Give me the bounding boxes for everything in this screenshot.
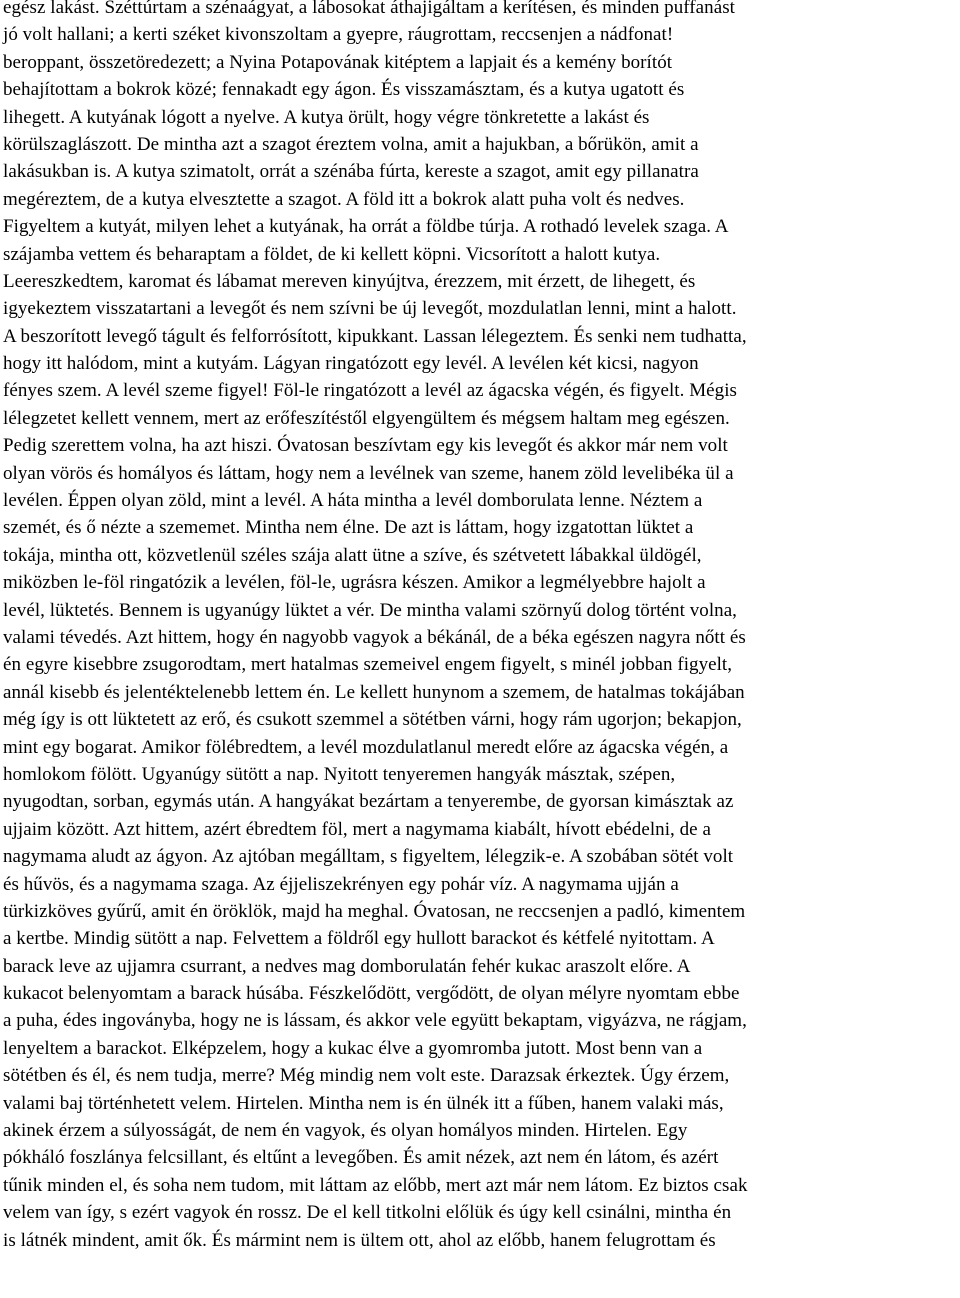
text-line: kukacot belenyomtam a barack húsába. Fészkelődött, vergődött, de olyan mélyre nyomtam ebbe	[3, 983, 740, 1005]
text-line: igyekeztem visszatartani a levegőt és nem szívni be új levegőt, mozdulatlan lenni, mint a halott.	[3, 298, 737, 320]
text-line: A beszorított levegő tágult és felforrósított, kipukkant. Lassan lélegeztem. És senki nem tudhatta,	[3, 325, 747, 347]
text-line: szájamba vettem és beharaptam a földet, de ki kellett köpni. Vicsorított a halott kutya.	[3, 243, 661, 265]
text-line: velem van így, s ezért vagyok én rossz. De el kell titkolni előlük és úgy kell csinálni, mintha én	[3, 1202, 732, 1224]
text-line: mint egy bogarat. Amikor fölébredtem, a levél mozdulatlanul meredt előre az ágacska végén, a	[3, 736, 729, 758]
text-line: és hűvös, és a nagymama szaga. Az éjjeliszekrényen egy pohár víz. A nagymama ujján a	[3, 873, 679, 895]
text-line: én egyre kisebbre zsugorodtam, mert hatalmas szemeivel engem figyelt, s minél jobban figyelt,	[3, 654, 733, 676]
text-line: egész lakást. Széttúrtam a szénaágyat, a lábosokat áthajigáltam a kerítésen, és minden puffanást	[3, 0, 735, 18]
text-line: tűnik minden el, és soha nem tudom, mit láttam az előbb, mert azt már nem látom. Ez biztos csak	[3, 1174, 748, 1196]
text-line: sötétben és él, és nem tudja, merre? Még mindig nem volt este. Darazsak érkeztek. Úgy érzem,	[3, 1065, 730, 1087]
text-line: nyugodtan, sorban, egymás után. A hangyákat bezártam a tenyerembe, de gyorsan kimásztak az	[3, 791, 734, 813]
text-line: még így is ott lüktetett az erő, és csukott szemmel a sötétben várni, hogy rám ugorjon; bekapjon,	[3, 709, 742, 731]
text-line: Figyeltem a kutyát, milyen lehet a kutyának, ha orrát a földbe túrja. A rothadó levelek szaga. A	[3, 216, 729, 238]
text-line: nagymama aludt az ágyon. Az ajtóban megálltam, s figyeltem, lélegzik-e. A szobában sötét volt	[3, 846, 734, 868]
text-line: miközben le-föl ringatózik a levélen, föl-le, ugrásra készen. Amikor a legmélyebbre hajolt a	[3, 572, 706, 594]
text-line: Pedig szerettem volna, ha azt hiszi. Óvatosan beszívtam egy kis levegőt és akkor már nem volt	[3, 435, 728, 457]
text-line: a puha, édes ingoványba, hogy ne is lássam, és akkor vele együtt bekaptam, vigyázva, ne rágjam,	[3, 1010, 747, 1032]
text-line: jó volt hallani; a kerti széket kivonszoltam a gyepre, ráugrottam, reccsenjen a nádfonat!	[3, 24, 674, 46]
text-line: szemét, és ő nézte a szememet. Mintha nem élne. De azt is láttam, hogy izgatottan lüktet a	[3, 517, 694, 539]
text-line: a kertbe. Mindig sütött a nap. Felvettem a földről egy hullott barackot és kétfelé nyitottam. A	[3, 928, 715, 950]
text-line: levélen. Éppen olyan zöld, mint a levél. A háta mintha a levél domborulata lenne. Néztem a	[3, 490, 703, 512]
text-line: valami baj történhetett velem. Hirtelen. Mintha nem is én ülnék itt a fűben, hanem valaki más,	[3, 1092, 724, 1114]
text-line: pókháló foszlánya felcsillant, és eltűnt a levegőben. És amit nézek, azt nem én látom, és azért	[3, 1147, 719, 1169]
text-line: behajítottam a bokrok közé; fennakadt egy ágon. És visszamásztam, és a kutya ugatott és	[3, 79, 685, 101]
text-line: tokája, mintha ott, közvetlenül széles szája alatt ütne a szíve, és szétvetett lábakkal üldögél,	[3, 544, 702, 566]
text-line: barack leve az ujjamra csurrant, a nedves mag domborulatán fehér kukac araszolt előre. A	[3, 955, 691, 977]
text-line: lenyeltem a barackot. Elképzelem, hogy a kukac élve a gyomromba jutott. Most benn van a	[3, 1037, 703, 1059]
text-line: lélegzetet kellett vennem, mert az erőfeszítéstől elgyengültem és mégsem haltam meg egészen.	[3, 407, 730, 429]
text-line: is látnék mindent, amit ők. És mármint nem is ültem ott, ahol az előbb, hanem felugrottam és	[3, 1229, 716, 1251]
text-line: hogy itt halódom, mint a kutyám. Lágyan ringatózott egy levél. A levélen két kicsi, nagyon	[3, 353, 699, 375]
text-line: lakásukban is. A kutya szimatolt, orrát a szénába fúrta, kereste a szagot, amit egy pillanatra	[3, 161, 699, 183]
text-line: homlokom fölött. Ugyanúgy sütött a nap. Nyitott tenyeremen hangyák másztak, szépen,	[3, 763, 676, 785]
text-line: fényes szem. A levél szeme figyel! Föl-le ringatózott a levél az ágacska végén, és figyelt. Mégis	[3, 380, 737, 402]
text-line: türkizköves gyűrű, amit én öröklök, majd ha meghal. Óvatosan, ne reccsenjen a padló, kimentem	[3, 900, 746, 922]
text-line: ujjaim között. Azt hittem, azért ébredtem föl, mert a nagymama kiabált, hívott ebédelni, de a	[3, 818, 711, 840]
text-line: Leereszkedtem, karomat és lábamat mereven kinyújtva, érezzem, mit érzett, de lihegett, és	[3, 270, 696, 292]
text-line: annál kisebb és jelentéktelenebb lettem én. Le kellett hunynom a szemem, de hatalmas tokájában	[3, 681, 745, 703]
text-line: megéreztem, de a kutya elvesztette a szagot. A föld itt a bokrok alatt puha volt és nedves.	[3, 188, 685, 210]
text-line: beroppant, összetöredezett; a Nyina Potapovának kitéptem a lapjait és a kemény borítót	[3, 51, 673, 73]
document-page	[3, 0, 958, 1254]
text-line: olyan vörös és homályos és láttam, hogy nem a levélnek van szeme, hanem zöld levelibéka ül a	[3, 462, 734, 484]
text-line: levél, lüktetés. Bennem is ugyanúgy lüktet a vér. De mintha valami szörnyű dolog történt volna,	[3, 599, 737, 621]
text-line: lihegett. A kutyának lógott a nyelve. A kutya örült, hogy végre tönkretette a lakást és	[3, 106, 650, 128]
text-line: valami tévedés. Azt hittem, hogy én nagyobb vagyok a békánál, de a béka egészen nagyra nőtt és	[3, 626, 746, 648]
text-line: akinek érzem a súlyosságát, de nem én vagyok, és olyan homályos minden. Hirtelen. Egy	[3, 1120, 688, 1142]
text-line: körülszaglászott. De mintha azt a szagot éreztem volna, amit a hajukban, a bőrükön, amit a	[3, 133, 699, 155]
